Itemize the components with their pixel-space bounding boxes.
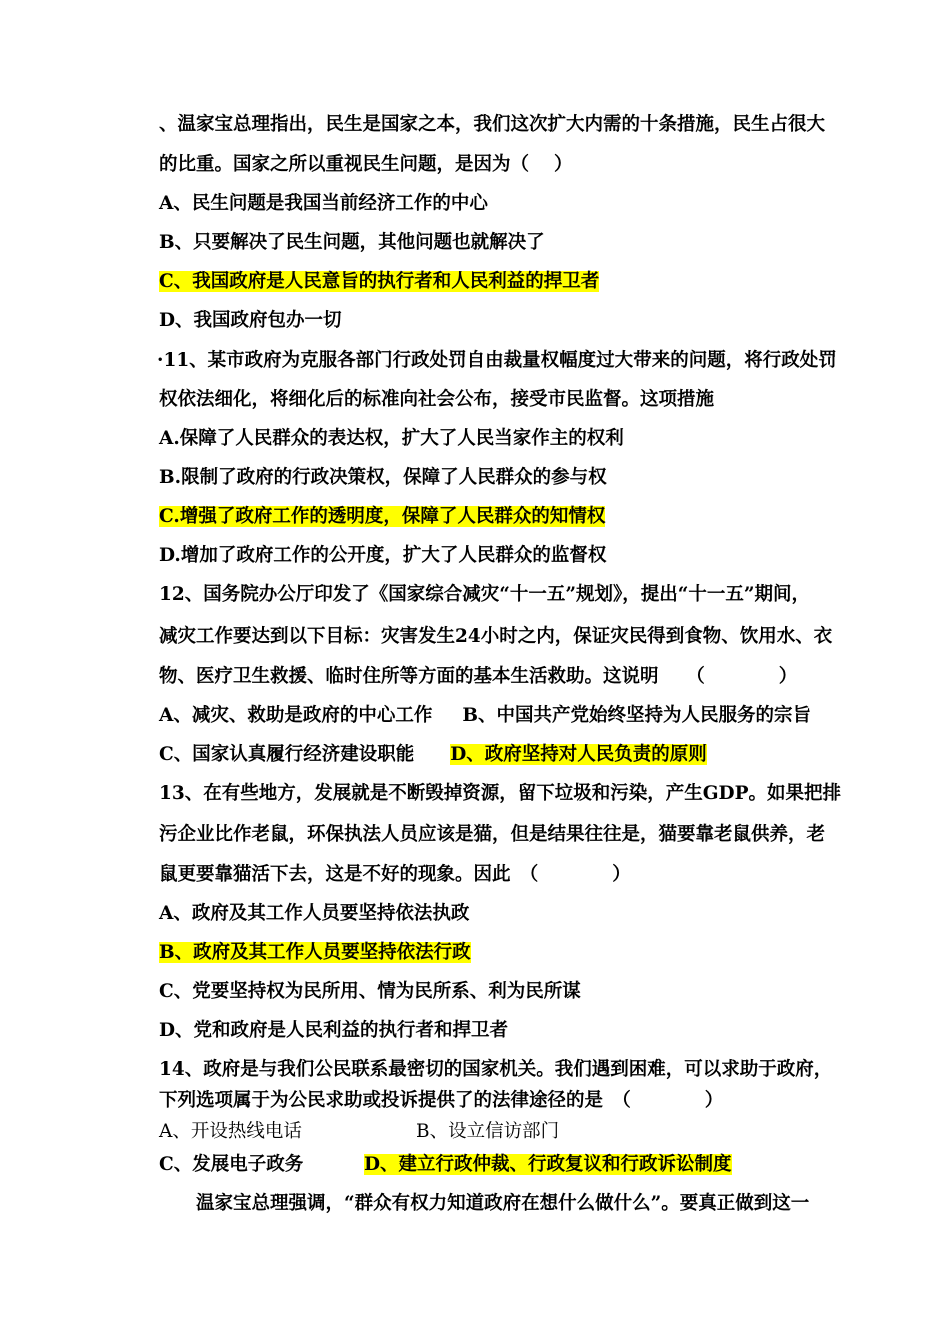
q11-stem-line1: ·11、某市政府为克服各部门行政处罚自由裁量权幅度过大带来的问题，将行政处罚 <box>157 350 837 371</box>
q12-option-b: B、中国共产党始终坚持为人民服务的宗旨 <box>462 705 811 726</box>
q13-option-a: A、政府及其工作人员要坚持依法执政 <box>159 903 470 924</box>
tail-paragraph-line1: 温家宝总理强调，“群众有权力知道政府在想什么做什么”。要真正做到这一 <box>196 1193 810 1214</box>
q14-options-ab <box>159 1119 559 1145</box>
answer-highlight: C.增强了政府工作的透明度，保障了人民群众的知情权 <box>159 506 606 527</box>
q12-stem-line1: 12、国务院办公厅印发了《国家综合减灾“十一五”规划》，提出“十一五”期间， <box>159 584 811 605</box>
q10-option-d: D、我国政府包办一切 <box>159 310 342 331</box>
q11-stem-line2: 权依法细化，将细化后的标准向社会公布，接受市民监督。这项措施 <box>159 389 715 410</box>
q14-options-cd <box>159 1152 732 1178</box>
q12-option-d-answer: D、政府坚持对人民负责的原则 <box>450 744 707 765</box>
answer-highlight: C、我国政府是人民意旨的执行者和人民利益的捍卫者 <box>159 271 600 292</box>
q14-stem-line2: 下列选项属于为公民求助或投诉提供了的法律途径的是 （ ） <box>159 1090 724 1111</box>
q13-option-d: D、党和政府是人民利益的执行者和捍卫者 <box>159 1020 509 1041</box>
q12-options-ab <box>159 703 811 729</box>
q14-option-d-answer: D、建立行政仲裁、行政复议和行政诉讼制度 <box>364 1154 732 1175</box>
q10-option-a: A、民生问题是我国当前经济工作的中心 <box>159 193 488 214</box>
q14-stem-line1: 14、政府是与我们公民联系最密切的国家机关。我们遇到困难，可以求助于政府， <box>159 1059 833 1080</box>
q13-stem-line2: 污企业比作老鼠，环保执法人员应该是猫，但是结果往往是，猫要靠老鼠供养，老 <box>159 824 826 845</box>
q14-option-b: B、设立信访部门 <box>416 1121 560 1142</box>
q10-option-b: B、只要解决了民生问题，其他问题也就解决了 <box>159 232 545 253</box>
q12-option-a: A、减灾、救助是政府的中心工作 <box>159 705 433 726</box>
q13-stem-line1: 13、在有些地方，发展就是不断毁掉资源，留下垃圾和污染，产生GDP。如果把排 <box>159 783 842 804</box>
q12-option-c: C、国家认真履行经济建设职能 <box>159 744 415 765</box>
q11-option-b: B.限制了政府的行政决策权，保障了人民群众的参与权 <box>159 467 607 488</box>
q11-option-a: A.保障了人民群众的表达权，扩大了人民当家作主的权利 <box>159 428 624 449</box>
q10-stem-line1: 、温家宝总理指出，民生是国家之本，我们这次扩大内需的十条措施，民生占很大 <box>159 114 826 135</box>
q14-option-c: C、发展电子政务 <box>159 1154 304 1175</box>
q12-options-cd <box>159 742 707 768</box>
answer-highlight: B、政府及其工作人员要坚持依法行政 <box>159 942 471 963</box>
q11-option-d: D.增加了政府工作的公开度，扩大了人民群众的监督权 <box>159 545 607 566</box>
q13-option-b-answer <box>159 940 471 966</box>
q13-option-c: C、党要坚持权为民所用、情为民所系、利为民所谋 <box>159 981 581 1002</box>
q12-stem-line3: 物、医疗卫生救援、临时住所等方面的基本生活救助。这说明 （ ） <box>159 666 798 687</box>
q13-stem-line3: 鼠更要靠猫活下去，这是不好的现象。因此 （ ） <box>159 864 631 885</box>
q10-option-c-answer <box>159 269 599 295</box>
q12-stem-line2: 减灾工作要达到以下目标：灾害发生24小时之内，保证灾民得到食物、饮用水、衣 <box>159 626 833 647</box>
q14-option-a: A、开设热线电话 <box>159 1121 302 1142</box>
q11-option-c-answer <box>159 504 605 530</box>
q10-stem-line2: 的比重。国家之所以重视民生问题，是因为（ ） <box>159 154 573 175</box>
